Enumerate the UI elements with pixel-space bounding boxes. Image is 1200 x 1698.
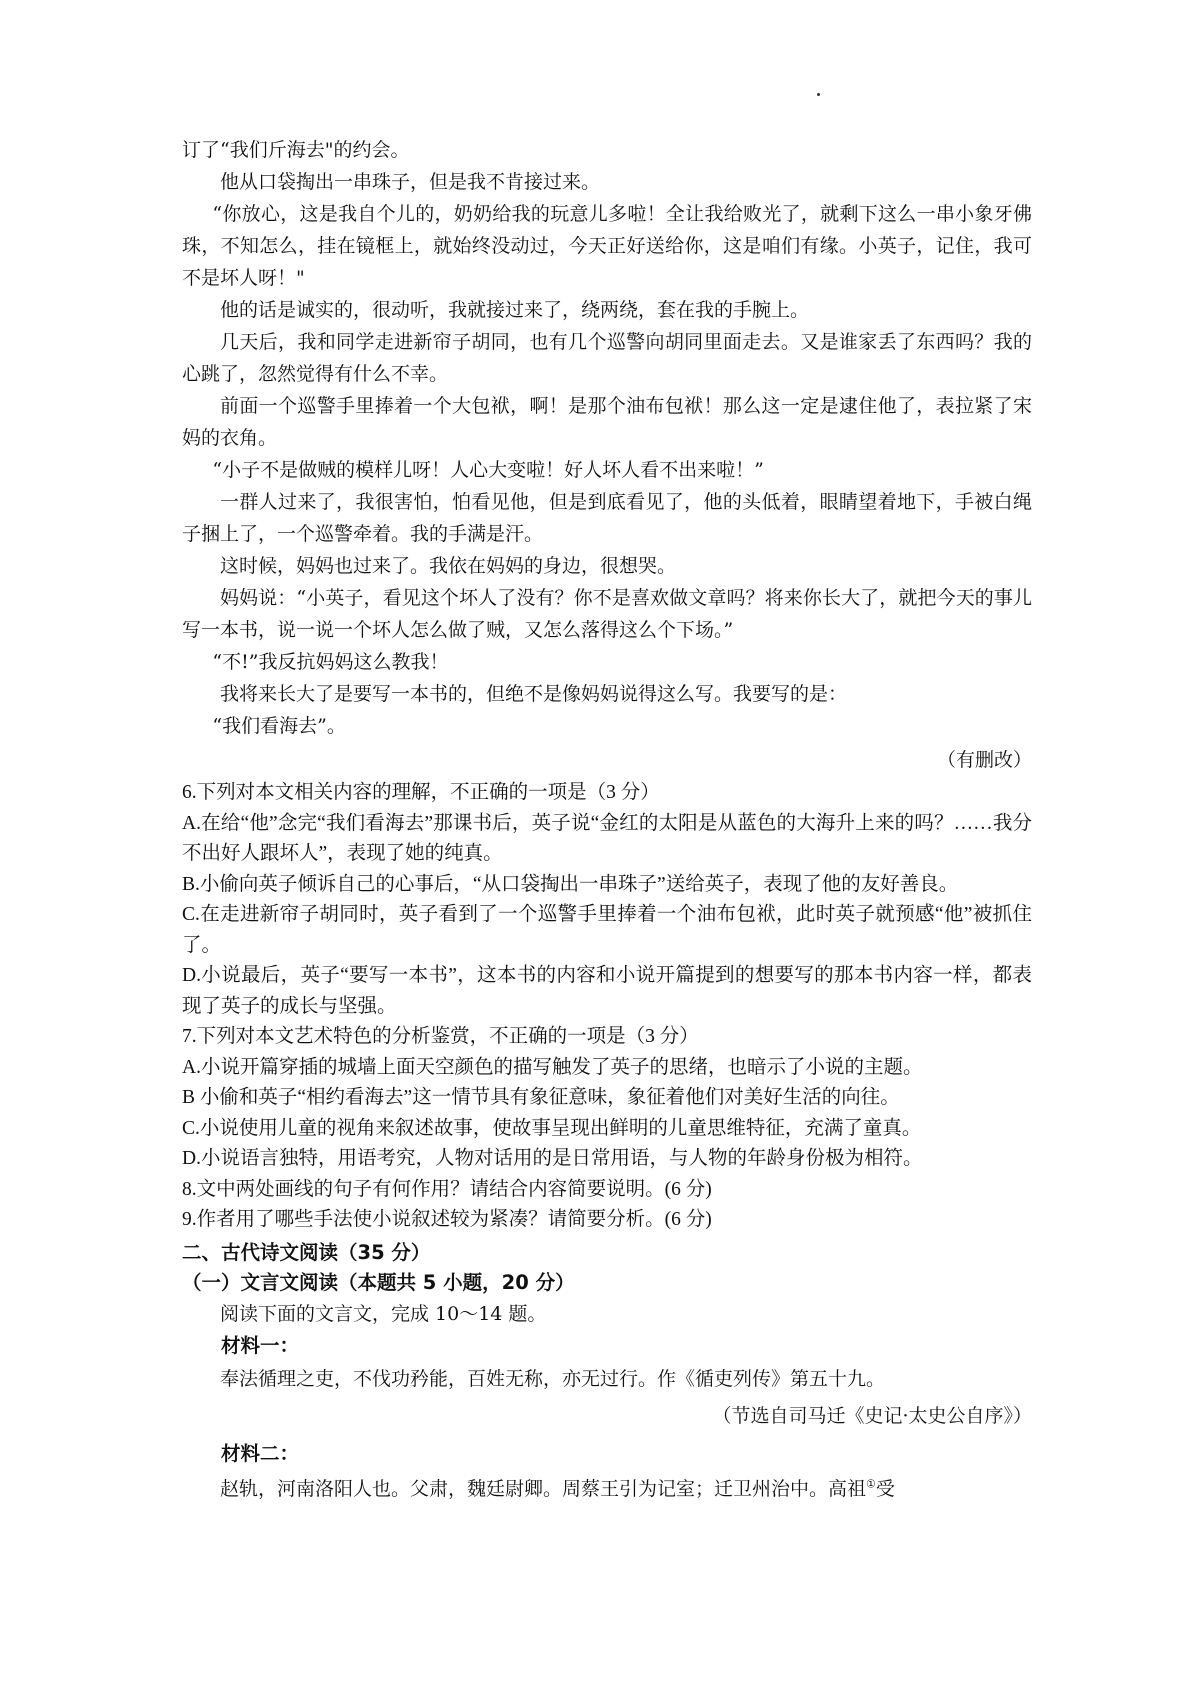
story-paragraph: 他从口袋掏出一串珠子，但是我不肯接过来。: [220, 171, 601, 193]
story-paragraph: “我们看海去”。: [212, 715, 346, 737]
question-stem: 9.作者用了哪些手法使小说叙述较为紧凑？请简要分析。(6 分): [182, 1209, 712, 1230]
material-1-label: 材料一：: [221, 1333, 300, 1357]
story-paragraph: 几天后，我和同学走进新帘子胡同，也有几个巡警向胡同里面走去。又是谁家丢了东西吗？我的心跳了，忽然觉得有什么不幸。: [182, 331, 1032, 385]
story-paragraph: 这时候，妈妈也过来了。我依在妈妈的身边，很想哭。: [220, 555, 677, 577]
section-title: 二、古代诗文阅读（35 分）: [182, 1240, 431, 1264]
material-1-source: （节选自司马迁《史记·太史公自序》）: [712, 1404, 1032, 1427]
question-option: D.小说最后，英子“要写一本书”，这本书的内容和小说开篇提到的想要写的那本书内容一样，都表现了英子的成长与坚强。: [182, 965, 1032, 1017]
question-option: A.小说开篇穿插的城墙上面天空颜色的描写触发了英子的思绪，也暗示了小说的主题。: [182, 1056, 923, 1078]
reading-instruction: 阅读下面的文言文，完成 10～14 题。: [220, 1302, 547, 1325]
question-option: B.小偷向英子倾诉自己的心事后，“从口袋掏出一串珠子”送给英子，表现了他的友好善良。: [182, 873, 959, 895]
material-1-text: 奉法循理之吏，不伐功矜能，百姓无称，亦无过行。作《循吏列传》第五十九。: [220, 1367, 886, 1390]
story-paragraph: 他的话是诚实的，很动听，我就接过来了，绕两绕，套在我的手腕上。: [220, 299, 810, 321]
source-note: （有删改）: [936, 749, 1032, 771]
story-paragraph: 一群人过来了，我很害怕，怕看见他，但是到底看见了，他的头低着，眼睛望着地下，手被白绳子捆上了，一个巡警牵着。我的手满是汗。: [182, 491, 1032, 545]
subsection-title: （一）文言文阅读（本题共 5 小题，20 分）: [182, 1270, 575, 1294]
story-paragraph: 订了“我们斤海去"的约会。: [182, 139, 410, 161]
scan-dot: [817, 93, 820, 96]
story-paragraph: 前面一个巡警手里捧着一个大包袱，啊！是那个油布包袱！那么这一定是逮住他了，表拉紧了宋妈的衣角。: [182, 395, 1032, 449]
question-stem: 6.下列对本文相关内容的理解，不正确的一项是（3 分）: [182, 782, 660, 803]
footnote-marker: ①: [866, 1477, 876, 1491]
material-2-text: [182, 1472, 1032, 1506]
story-paragraph: “不!”我反抗妈妈这么教我！: [212, 651, 449, 673]
question-option: C.小说使用儿童的视角来叙述故事，使故事呈现出鲜明的儿童思维特征，充满了童真。: [182, 1117, 922, 1139]
question-option: D.小说语言独特，用语考究，人物对话用的是日常用语，与人物的年龄身份极为相符。: [182, 1148, 923, 1169]
exam-page: [182, 134, 1032, 1506]
story-paragraph: “小子不是做贼的模样儿呀！人心大变啦！好人坏人看不出来啦！”: [212, 459, 764, 481]
story-paragraph: 妈妈说：“小英子，看见这个坏人了没有？你不是喜欢做文章吗？将来你长大了，就把今天的事儿写一本书，说一说一个坏人怎么做了贼，又怎么落得这么个下场。”: [182, 587, 1032, 641]
question-option: A.在给“他”念完“我们看海去”那课书后，英子说“金红的太阳是从蓝色的大海升上来的吗？……我分不出好人跟坏人”，表现了她的纯真。: [182, 812, 1032, 864]
material-2-main: 赵轨，河南洛阳人也。父肃，魏廷尉卿。周蔡王引为记室；迁卫州治中。高祖: [220, 1477, 867, 1500]
questions-block: [182, 778, 1032, 1236]
question-option: B 小偷和英子“相约看海去”这一情节具有象征意味，象征着他们对美好生活的向往。: [182, 1087, 900, 1108]
question-option: C.在走进新帘子胡同时，英子看到了一个巡警手里捧着一个油布包袱，此时英子就预感“他”被抓住了。: [182, 904, 1032, 956]
question-stem: 8.文中两处画线的句子有何作用？请结合内容简要说明。(6 分): [182, 1178, 712, 1200]
material-2-tail: 受: [875, 1477, 895, 1500]
question-stem: 7.下列对本文艺术特色的分析鉴赏，不正确的一项是（3 分）: [182, 1026, 699, 1047]
story-paragraph: “你放心，这是我自个儿的，奶奶给我的玩意儿多啦！全让我给败光了，就剩下这么一串小象牙佛珠，不知怎么，挂在镜框上，就始终没动过，今天正好送给你，这是咱们有缘。小英子，记住，我可不是坏人呀！": [182, 203, 1032, 289]
material-2-label: 材料二：: [221, 1441, 300, 1465]
story-passage: [182, 134, 1032, 742]
story-paragraph: 我将来长大了是要写一本书的，但绝不是像妈妈说得这么写。我要写的是：: [220, 683, 848, 705]
